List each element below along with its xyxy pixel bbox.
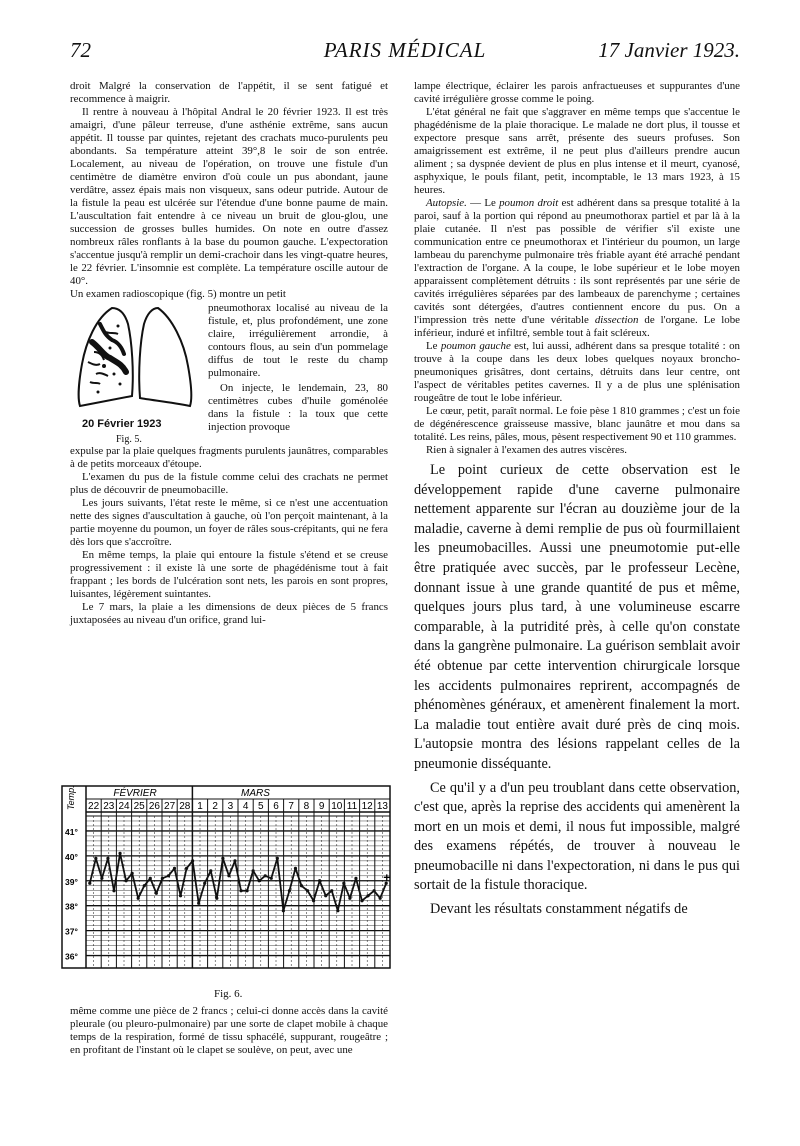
temperature-point <box>306 889 309 892</box>
temperature-point <box>137 897 140 900</box>
temperature-point <box>245 889 248 892</box>
temperature-point <box>197 902 200 905</box>
paragraph: L'examen du pus de la fistule comme celui des crachats ne permet plus de découvrir de pneumobacille. <box>70 471 388 496</box>
temperature-point <box>300 884 303 887</box>
temperature-point <box>373 889 376 892</box>
paragraph: lampe électrique, éclairer les parois anfractueuses et suppurantes d'une cavité irrégulière grosse comme le poing. <box>414 80 740 105</box>
paragraph: Ce qu'il y a d'un peu troublant dans cette observation, c'est que, après la reprise des accidents qui amenèrent la mort en un mois et demi, il nous fut impossible, malgré des examens répétés, de trouver à nouveau le pneumobacille ni dans l'expectoration, ni dans le pus qui sortait de la fistule thoracique. <box>414 779 740 894</box>
chart-y-tick-label: 39° <box>65 876 78 887</box>
chart-x-tick-label: 8 <box>303 801 310 812</box>
temperature-point <box>252 869 255 872</box>
paragraph: Un examen radioscopique (fig. 5) montre un petit <box>70 288 286 300</box>
temperature-point <box>336 909 339 912</box>
temperature-point <box>124 879 127 882</box>
chart-x-tick-label: 12 <box>361 801 373 812</box>
chart-y-tick-label: 40° <box>65 851 78 862</box>
paragraph: Le 7 mars, la plaie a les dimensions de deux pièces de 5 francs juxtaposées au niveau d'un orifice, grand lui- <box>70 601 388 626</box>
right-column <box>414 80 740 920</box>
chart-x-tick-label: 28 <box>179 801 191 812</box>
text-run: dissection <box>594 314 639 326</box>
paragraph: Il rentre à nouveau à l'hôpital Andral le 20 février 1923. Il est très amaigri, d'une pâleur terreuse, d'une asthénie extrême, sans aucun appétit. Il tousse par quintes, rejetant des crachats muco-purulents peu abondants. Sa température atteint 39°,8 le soir de son entrée. Localement, au niveau de l'opération, on trouve une fistule d'un centimètre de diamètre environ d'où coule un pus abondant, jaune verdâtre, assez épais mais non visqueux, sans odeur putride. Autour de la fistule la peau est ulcérée sur l'étendue d'une bonne paume de main. L'auscultation fait entendre à ce niveau un bruit de glou-glou, une succession de grosses bulles humides. On note en outre d'assez nombreux râles ronflants à la base du poumon gauche. L'expectoration s'accentue jusqu'à remplir un demi-crachoir dans les vingt-quatre heures, le 22 février. L'insomnie est complète. La température oscille autour de 40°. <box>70 106 388 287</box>
paragraph: expulse par la plaie quelques fragments purulents jaunâtres, comparables à de petits morceaux d'étoupe. <box>70 445 388 470</box>
paragraph <box>414 197 740 340</box>
temperature-point <box>185 867 188 870</box>
paragraph: droit Malgré la conservation de l'appétit, il se sent fatigué et recommence à maigrir. <box>70 80 388 105</box>
temperature-point <box>276 857 279 860</box>
temperature-point <box>215 897 218 900</box>
chart-x-tick-label: 23 <box>103 801 115 812</box>
running-header <box>70 38 740 66</box>
chart-x-tick-label: 24 <box>118 801 130 812</box>
paragraph: Le cœur, petit, paraît normal. Le foie pèse 1 810 grammes ; c'est un foie de dégénérescence graisseuse massive, blanc jaunâtre et mou dans sa totalité. Les reins, pâles, mous, pèsent respectivement 90 et 110 grammes. <box>414 405 740 443</box>
temperature-point <box>366 894 369 897</box>
temperature-point <box>227 874 230 877</box>
chart-y-tick-label: 38° <box>65 901 78 912</box>
chart-month-label: MARS <box>241 788 270 799</box>
chart-y-tick-label: 36° <box>65 951 78 962</box>
paragraph: L'état général ne fait que s'aggraver en même temps que s'accentue le phagédénisme de la plaie thoracique. Le malade ne dort plus, il tousse et expectore presque sans arrêt, présente des sueurs profuses. Son amaigrissement est extrême, il ne peut plus d'ailleurs prendre aucun aliment ; sa dyspnée devient de plus en plus intense et il meurt, cyanosé, asphyxique, le pouls filant, petit, incomptable, le 13 mars 1923, à 15 heures. <box>414 106 740 196</box>
chart-x-tick-label: 26 <box>148 801 160 812</box>
chart-x-tick-label: 11 <box>346 801 358 812</box>
issue-date: 17 Janvier 1923. <box>598 38 740 62</box>
paragraph: Rien à signaler à l'examen des autres viscères. <box>426 444 627 456</box>
temperature-point <box>88 882 91 885</box>
left-column <box>70 80 388 627</box>
text-run: de l'organe. Le lobe inférieur, induré et infiltré, semble tout à fait scléreux. <box>414 314 740 339</box>
chart-x-tick-label: 3 <box>227 801 234 812</box>
chart-x-tick-label: 4 <box>242 801 249 812</box>
death-marker: + <box>383 870 391 885</box>
autopsy-heading: Autopsie. <box>426 197 467 209</box>
figure-5-caption: Fig. 5. <box>116 434 142 445</box>
chart-x-tick-label: 27 <box>164 801 176 812</box>
temperature-point <box>330 889 333 892</box>
chart-x-tick-label: 6 <box>273 801 279 812</box>
temperature-point <box>94 857 97 860</box>
text-run: — Le <box>466 197 500 209</box>
paragraph: En même temps, la plaie qui entoure la fistule s'étend et se creuse progressivement : il existe là une sorte de phagédénisme tout à fait frappant ; les bords de l'ulcération sont nets, les parois en sont propres, luisantes, légèrement suintantes. <box>70 549 388 600</box>
text-run: est, lui aussi, adhérent dans sa presque totalité : on trouve à la coupe dans les deux lobes quelques noyaux broncho-pneumoniques grisâtres, dont certains, détruits dans leur centre, ont l'aspect de véritables petites cavernes. Il y a de plus une splénisation rougeâtre de tout le lobe inférieur. <box>414 340 740 404</box>
chart-x-tick-label: 22 <box>88 801 100 812</box>
paragraph: même comme une pièce de 2 francs ; celui-ci donne accès dans la cavité pleurale (ou pleuro-pulmonaire) par une sorte de clapet mobile à chaque temps de la respiration, formé de tissu sphacélé, suppurant, rougeâtre ; en profitant de l'instant où le clapet se soulève, on peut, avec une <box>70 1005 388 1056</box>
chart-x-tick-label: 7 <box>288 801 294 812</box>
temperature-point <box>149 877 152 880</box>
temperature-point <box>155 892 158 895</box>
paragraph: Les jours suivants, l'état reste le même, si ce n'est une accentuation nette des signes d'auscultation à gauche, où l'on perçoit maintenant, à la partie moyenne du poumon, un foyer de râles sous-crépitants, qui ne fera dès lors que s'accroître. <box>70 497 388 548</box>
paragraph: On injecte, le lendemain, 23, 80 centimètres cubes d'huile goménolée dans la fistule : la toux que cette injection provoque <box>208 382 388 433</box>
temperature-point <box>179 894 182 897</box>
lung-radiograph-sketch <box>70 302 200 430</box>
temperature-point <box>112 889 115 892</box>
temperature-point <box>282 909 285 912</box>
text-run: poumon droit <box>499 197 559 209</box>
paragraph <box>414 340 740 405</box>
temperature-point <box>270 877 273 880</box>
temperature-point <box>264 874 267 877</box>
chart-x-tick-label: 10 <box>331 801 343 812</box>
temperature-point <box>209 869 212 872</box>
chart-y-tick-label: 41° <box>65 826 78 837</box>
temperature-point <box>379 897 382 900</box>
chart-x-tick-label: 1 <box>197 801 203 812</box>
text-run: poumon gauche <box>440 340 511 352</box>
temperature-point <box>221 857 224 860</box>
figure-6-caption: Fig. 6. <box>214 988 243 1000</box>
temperature-point <box>167 874 170 877</box>
temperature-point <box>360 899 363 902</box>
paragraph: pneumothorax localisé au niveau de la fistule, et, plus profondément, une zone claire, irrégulièrement arrondie, à contours flous, au sein d'un pommelage diffus de tout le reste du champ pulmonaire. <box>208 302 388 379</box>
chart-x-tick-label: 5 <box>258 801 264 812</box>
temperature-point <box>203 882 206 885</box>
temperature-point <box>191 859 194 862</box>
temperature-point <box>131 872 134 875</box>
paragraph: Le point curieux de cette observation est le développement rapide d'une caverne pulmonaire nettement apparente sur l'écran au douzième jour de la maladie, caverne à demi remplie de pus où fourmillaient les pneumobacilles. Aussi une pneumotomie put-elle être pratiquée avec succès, par le professeur Lecène, donnant issue à une grande quantité de pus et même, quelques jours plus tard, à une volumineuse escarre comparable, à la putridité près, à celle qu'on constate dans la gangrène pulmonaire. La guérison semblait avoir été obtenue par cette intervention chirurgicale lorsque les accidents pulmonaires reprirent, accompagnés de phénomènes généraux, et amenèrent finalement la mort. La maladie tout entière avait duré près de cinq mois. L'autopsie montra des lésions rappelant celles de la pneumonie disséquante. <box>414 462 740 772</box>
temperature-point <box>239 889 242 892</box>
temperature-point <box>106 857 109 860</box>
temperature-chart-svg <box>60 782 395 972</box>
temperature-point <box>173 867 176 870</box>
temperature-point <box>143 884 146 887</box>
figure-5-wrapped-text <box>208 302 388 434</box>
temperature-point <box>118 852 121 855</box>
paragraph: Devant les résultats constamment négatifs de <box>430 901 688 918</box>
temperature-point <box>312 899 315 902</box>
chart-month-label: FÉVRIER <box>113 788 157 799</box>
chart-x-tick-label: 2 <box>212 801 218 812</box>
chart-y-tick-label: 37° <box>65 926 78 937</box>
temperature-point <box>318 879 321 882</box>
temperature-point <box>161 877 164 880</box>
chart-x-tick-label: 13 <box>376 801 388 812</box>
temperature-point <box>258 879 261 882</box>
left-column-tail <box>70 1005 388 1057</box>
text-run: est adhérent dans sa presque totalité à la paroi, sauf à la portion qui répond au pneumothorax partiel et par là à la plaie cutanée. Il n'est pas possible de vérifier s'il existe une communication entre ce pneumothorax et l'intérieur du poumon, un large lambeau du parenchyme pulmonaire très friable ayant été arraché pendant l'extraction de l'organe. A la coupe, le lobe supérieur et le lobe moyen apparaissent complètement détruits : ils sont représentés par une série de cavités irrégulières séparées par des lambeaux de parenchyme ; certaines cavités sont détergées, d'autres contiennent encore du pus. On a l'impression très nette d'une véritable <box>414 197 741 326</box>
temperature-point <box>294 867 297 870</box>
journal-title: PARIS MÉDICAL <box>323 38 487 62</box>
temperature-point <box>342 882 345 885</box>
temperature-point <box>354 877 357 880</box>
temperature-chart <box>60 782 395 972</box>
figure-5 <box>70 302 388 445</box>
chart-y-axis-label: Temp. <box>66 785 76 810</box>
temperature-point <box>100 877 103 880</box>
chart-x-tick-label: 9 <box>318 801 325 812</box>
page-number: 72 <box>70 38 91 62</box>
temperature-point <box>288 889 291 892</box>
temperature-point <box>233 859 236 862</box>
temperature-point <box>324 894 327 897</box>
temperature-point <box>348 897 351 900</box>
figure-5-date: 20 Février 1923 <box>82 418 162 430</box>
chart-x-tick-label: 25 <box>133 801 145 812</box>
text-run: Le <box>426 340 441 352</box>
